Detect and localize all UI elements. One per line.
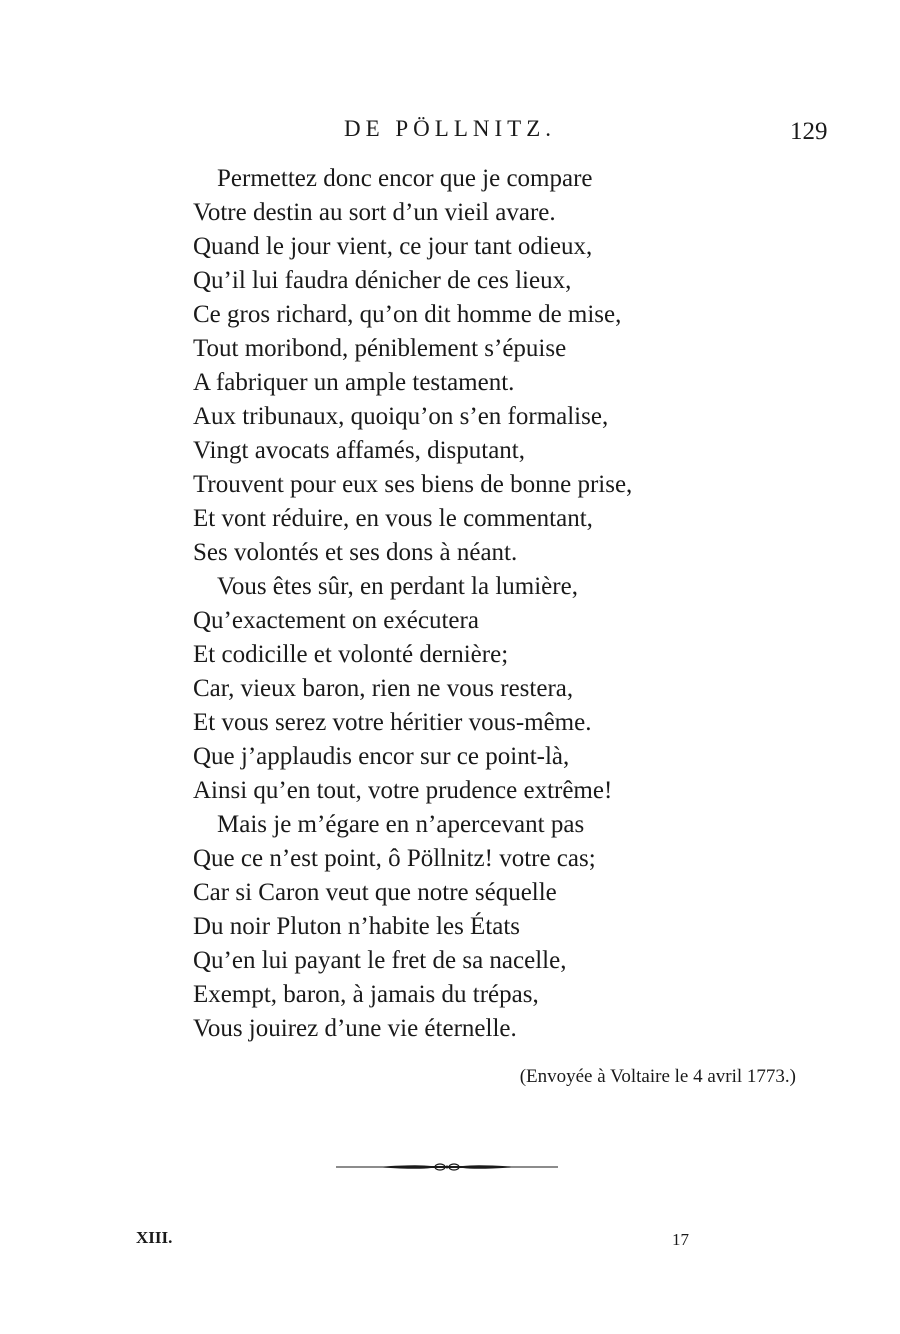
poem-line: Et vont réduire, en vous le commentant, [193, 505, 593, 532]
poem-line: Et vous serez votre héritier vous-même. [193, 709, 592, 736]
poem-line: Qu’en lui payant le fret de sa nacelle, [193, 947, 567, 974]
poem-line: Tout moribond, péniblement s’épuise [193, 335, 567, 362]
poem-line: Permettez donc encor que je compare [217, 165, 593, 192]
poem-line: Ce gros richard, qu’on dit homme de mise, [193, 301, 622, 328]
poem-line: Vingt avocats affamés, disputant, [193, 437, 525, 464]
signature-number: 17 [672, 1230, 689, 1249]
poem-line: Qu’exactement on exécutera [193, 607, 479, 634]
ornament-divider-icon [336, 1160, 558, 1174]
poem-line: Que j’applaudis encor sur ce point-là, [193, 743, 570, 770]
running-title: DE PÖLLNITZ. [343, 116, 557, 141]
poem [193, 162, 753, 1046]
poem-line: A fabriquer un ample testament. [193, 369, 515, 396]
signature-mark: XIII. [136, 1228, 173, 1247]
poem-line: Du noir Pluton n’habite les États [193, 913, 521, 940]
poem-line: Qu’il lui faudra dénicher de ces lieux, [193, 267, 572, 294]
poem-line: Vous jouirez d’une vie éternelle. [193, 1015, 517, 1042]
poem-line: Quand le jour vient, ce jour tant odieux, [193, 233, 593, 260]
poem-line: Trouvent pour eux ses biens de bonne prise, [193, 471, 633, 498]
poem-line: Et codicille et volonté dernière; [193, 641, 509, 668]
poem-line: Exempt, baron, à jamais du trépas, [193, 981, 539, 1008]
poem-line: Mais je m’égare en n’apercevant pas [217, 811, 585, 838]
poem-line: Ses volontés et ses dons à néant. [193, 539, 518, 566]
poem-line: Votre destin au sort d’un vieil avare. [193, 199, 556, 226]
poem-line: Car, vieux baron, rien ne vous restera, [193, 675, 574, 702]
poem-line: Car si Caron veut que notre séquelle [193, 879, 557, 906]
poem-line: Que ce n’est point, ô Pöllnitz! votre cas; [193, 845, 596, 872]
source-note: (Envoyée à Voltaire le 4 avril 1773.) [519, 1066, 796, 1087]
page-number: 129 [790, 118, 828, 145]
poem-line: Ainsi qu’en tout, votre prudence extrême! [193, 777, 613, 804]
poem-line: Vous êtes sûr, en perdant la lumière, [217, 573, 578, 600]
poem-line: Aux tribunaux, quoiqu’on s’en formalise, [193, 403, 609, 430]
